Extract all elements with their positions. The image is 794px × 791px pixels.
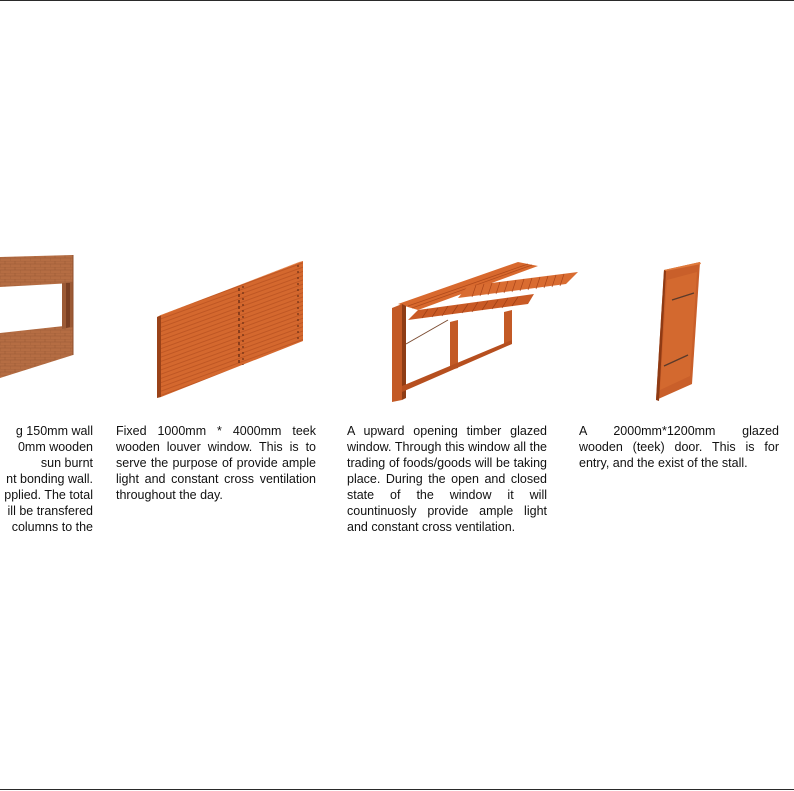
caption-line: pplied. The total: [4, 488, 93, 502]
caption-line: g 150mm wall: [15, 424, 93, 438]
upward-window-caption: A upward opening timber glazed window. Through this window all the trading of foods/goods will be taking place. During the open and closed state of the window it will countinuosly provide ample light and constant cross ventilation.: [347, 424, 547, 534]
upward-window-illustration: [388, 258, 583, 403]
caption-line: ill be transfered: [7, 504, 93, 518]
brick-wall-caption: [0, 423, 93, 535]
wooden-door-illustration: [650, 260, 705, 405]
brick-wall-illustration: [0, 255, 80, 380]
caption-line: 0mm wooden: [17, 440, 93, 454]
louver-window-illustration: [155, 255, 310, 400]
caption-line: columns to the: [11, 520, 93, 534]
caption-line: nt bonding wall.: [6, 472, 93, 486]
door-caption: A 2000mm*1200mm glazed wooden (teek) door. This is for entry, and the exist of the stall.: [579, 424, 779, 470]
louver-window-caption: Fixed 1000mm * 4000mm teek wooden louver window. This is to serve the purpose of provide ample light and constant cross ventilation throughout the day.: [116, 424, 316, 502]
caption-line: sun burnt: [40, 456, 93, 470]
top-border: [0, 0, 794, 1]
bottom-border: [0, 789, 794, 790]
